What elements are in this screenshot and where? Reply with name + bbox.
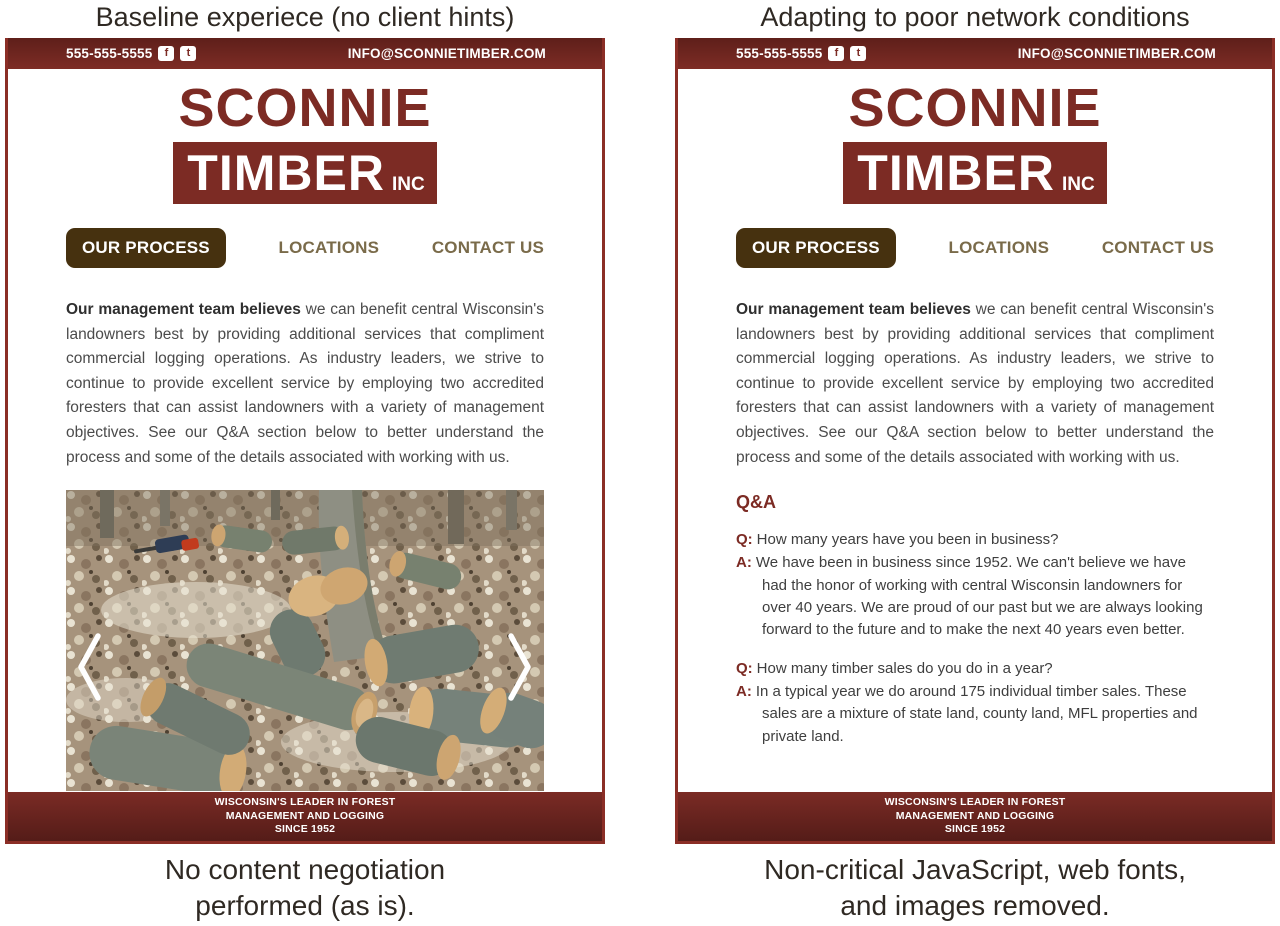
footer-tagline-line2: MANAGEMENT AND LOGGING <box>225 809 385 822</box>
topbar <box>678 38 1272 69</box>
left-figure-caption <box>5 852 605 924</box>
logo-sconnie-text: SCONNIE <box>178 78 432 138</box>
adapted-column <box>675 0 1275 924</box>
logo-timber-box <box>843 142 1106 204</box>
qa-a-prefix: A: <box>736 682 752 700</box>
page-content <box>8 268 602 792</box>
nav-locations[interactable]: LOCATIONS <box>948 238 1050 257</box>
qa-answer <box>736 552 1214 641</box>
right-figure-title: Adapting to poor network conditions <box>760 2 1190 32</box>
logo-inc-text: INC <box>391 174 425 195</box>
phone-number[interactable]: 555-555-5555 <box>736 46 823 61</box>
nav-contact-us[interactable]: CONTACT US <box>1101 238 1214 257</box>
site-footer <box>678 792 1272 841</box>
carousel-prev-button[interactable] <box>74 630 104 704</box>
qa-q-prefix: Q: <box>736 531 753 549</box>
topbar <box>8 38 602 69</box>
baseline-site-panel <box>5 38 605 844</box>
photo-carousel[interactable] <box>66 490 544 791</box>
footer-tagline-line3: SINCE 1952 <box>944 823 1006 836</box>
qa-answer-text: We have been in business since 1952. We can't believe we have had the honor of working with central Wisconsin landowners for over 40 years. We are proud of our past but we are always looking forward to the future and to make the next 40 years even better. <box>755 554 1203 639</box>
logging-photo <box>66 490 544 791</box>
qa-answer <box>736 681 1214 748</box>
chevron-left-icon <box>75 631 103 703</box>
topbar-contact-group <box>66 46 196 61</box>
email-address[interactable]: INFO@SCONNIETIMBER.COM <box>1017 46 1216 61</box>
main-nav <box>678 228 1272 268</box>
qa-question-text: How many timber sales do you do in a year? <box>756 659 1053 677</box>
nav-our-process[interactable]: OUR PROCESS <box>66 228 226 268</box>
twitter-icon[interactable]: t <box>180 46 196 61</box>
qa-answer-text: In a typical year we do around 175 individual timber sales. These sales are a mixture of state land, county land, MFL properties and private land. <box>755 682 1198 745</box>
twitter-icon[interactable]: t <box>850 46 866 61</box>
right-figure-caption <box>675 852 1275 924</box>
main-nav <box>8 228 602 268</box>
nav-our-process[interactable]: OUR PROCESS <box>736 228 896 268</box>
site-logo[interactable] <box>678 69 1272 204</box>
carousel-next-button[interactable] <box>505 630 535 704</box>
facebook-icon[interactable]: f <box>158 46 174 61</box>
chevron-right-icon <box>506 631 534 703</box>
site-footer <box>8 792 602 841</box>
qa-question <box>736 529 1214 551</box>
nav-contact-us[interactable]: CONTACT US <box>431 238 544 257</box>
logo-sconnie-text: SCONNIE <box>848 78 1102 138</box>
footer-tagline-line2: MANAGEMENT AND LOGGING <box>895 809 1055 822</box>
qa-heading: Q&A <box>736 492 776 513</box>
right-caption-line2: and images removed. <box>840 890 1110 921</box>
right-caption-line1: Non-critical JavaScript, web fonts, <box>764 854 1186 885</box>
qa-section <box>736 492 1214 764</box>
footer-tagline-line1: WISCONSIN'S LEADER IN FOREST <box>214 796 396 809</box>
baseline-column <box>5 0 605 924</box>
intro-paragraph-lead: Our management team believes <box>736 301 971 318</box>
site-logo[interactable] <box>8 69 602 204</box>
qa-a-prefix: A: <box>736 554 752 572</box>
logo-inc-text: INC <box>1061 174 1095 195</box>
qa-q-prefix: Q: <box>736 659 753 677</box>
intro-paragraph-rest: we can benefit central Wisconsin's landowners best by providing additional services that compliment commercial logging operations. As industry leaders, we strive to continue to provide excellent service by employing two accredited foresters that can assist landowners with a variety of management objectives. See our Q&A section below to better understand the process and some of the details associated with working with us. <box>66 301 544 466</box>
page-content <box>678 268 1272 792</box>
topbar-contact-group <box>736 46 866 61</box>
intro-paragraph-lead: Our management team believes <box>66 301 301 318</box>
intro-paragraph-rest: we can benefit central Wisconsin's landowners best by providing additional services that compliment commercial logging operations. As industry leaders, we strive to continue to provide excellent service by employing two accredited foresters that can assist landowners with a variety of management objectives. See our Q&A section below to better understand the process and some of the details associated with working with us. <box>736 301 1214 466</box>
logo-timber-text: TIMBER <box>857 145 1055 201</box>
phone-number[interactable]: 555-555-5555 <box>66 46 153 61</box>
qa-question <box>736 658 1214 680</box>
left-caption-line2: performed (as is). <box>195 890 415 921</box>
left-caption-line1: No content negotiation <box>164 854 446 885</box>
left-figure-title: Baseline experiece (no client hints) <box>95 2 515 32</box>
email-address[interactable]: INFO@SCONNIETIMBER.COM <box>347 46 546 61</box>
adapted-site-panel <box>675 38 1275 844</box>
qa-question-text: How many years have you been in business? <box>756 531 1059 549</box>
footer-tagline-line3: SINCE 1952 <box>274 823 336 836</box>
facebook-icon[interactable]: f <box>828 46 844 61</box>
nav-locations[interactable]: LOCATIONS <box>278 238 380 257</box>
intro-paragraph <box>66 298 544 470</box>
footer-tagline-line1: WISCONSIN'S LEADER IN FOREST <box>884 796 1066 809</box>
intro-paragraph <box>736 298 1214 470</box>
logo-timber-text: TIMBER <box>187 145 385 201</box>
logo-timber-box <box>173 142 436 204</box>
